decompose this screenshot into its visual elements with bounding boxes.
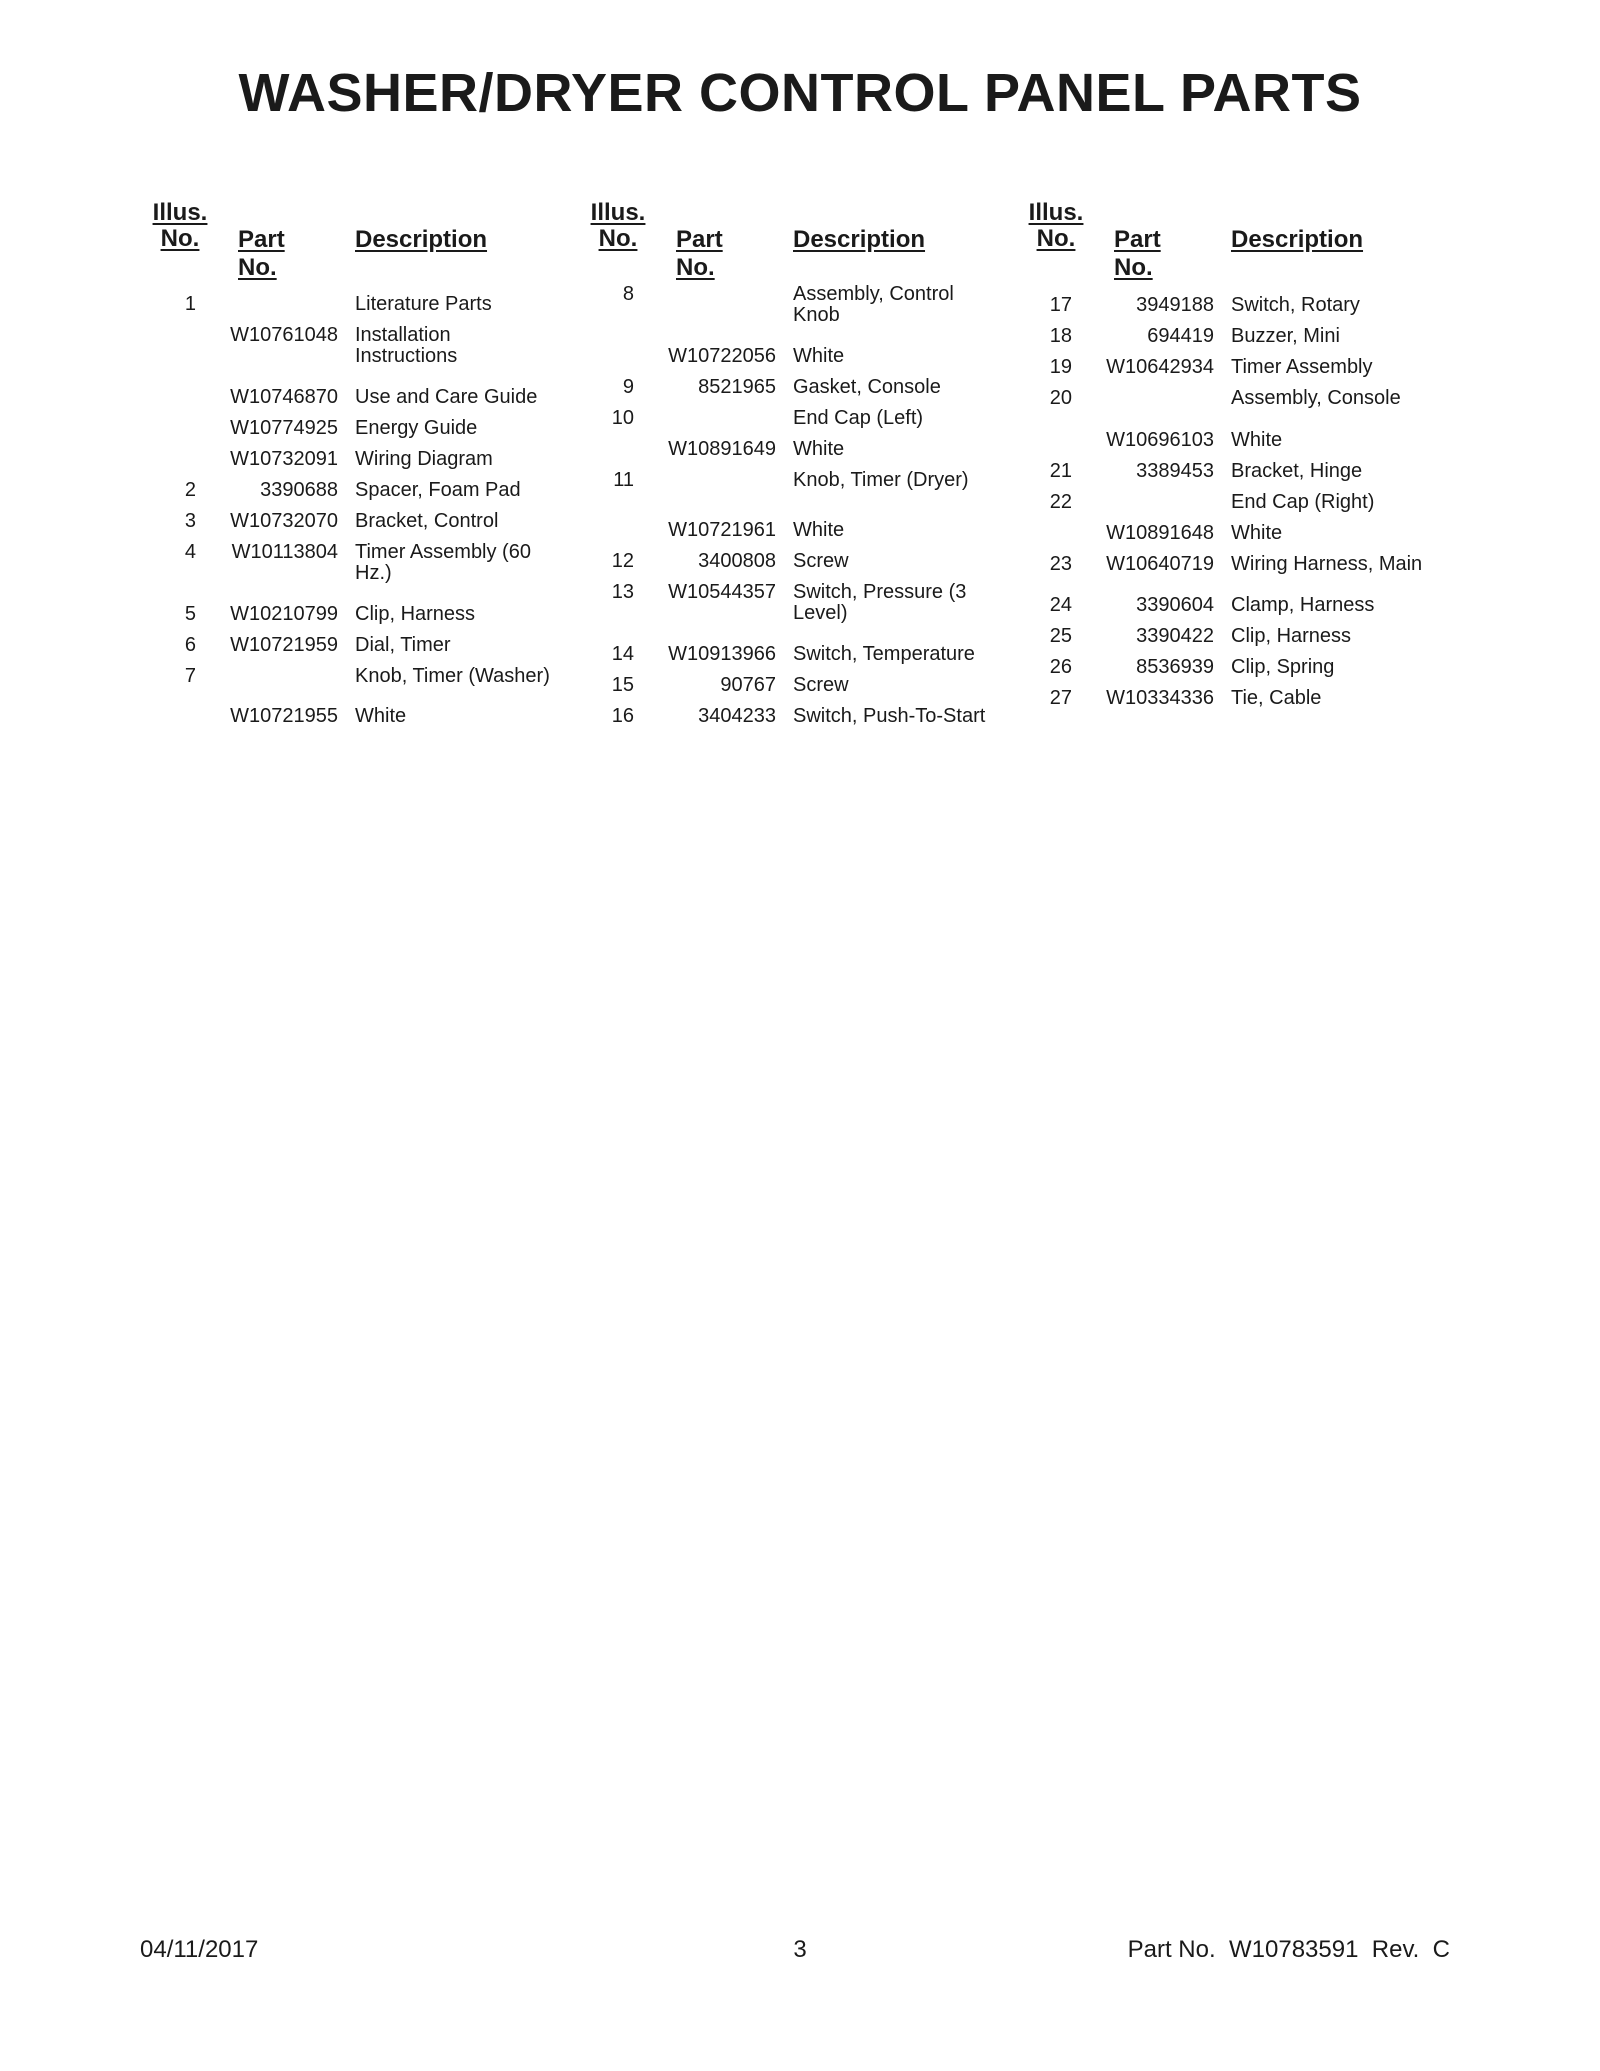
footer-part-number: Part No. W10783591 Rev. C	[1127, 1936, 1450, 1963]
part-description: Clip, Harness	[1231, 625, 1352, 647]
part-number: W10544357	[668, 581, 776, 603]
illus-number: 22	[1049, 491, 1072, 513]
part-number: W10640719	[1106, 553, 1214, 575]
part-description: Installation Instructions	[355, 324, 458, 367]
illus-header-line1: Illus.	[1028, 199, 1084, 226]
part-number: 3400808	[698, 550, 776, 572]
part-description: White	[355, 705, 407, 727]
part-number: W10210799	[230, 603, 338, 625]
part-number: W10891649	[668, 438, 776, 460]
illus-number: 10	[611, 407, 634, 429]
illus-number: 5	[184, 603, 196, 625]
part-number: W10746870	[230, 386, 338, 408]
part-description: Screw	[793, 550, 849, 572]
part-description: Switch, Push-To-Start	[793, 705, 986, 727]
part-description: Energy Guide	[355, 417, 478, 439]
illus-number: 26	[1049, 656, 1072, 678]
part-number: W10696103	[1106, 429, 1214, 451]
illus-number: 16	[611, 705, 634, 727]
illus-no-header	[150, 200, 210, 252]
illus-number: 23	[1049, 553, 1072, 575]
part-no-header: Part No.	[238, 226, 285, 281]
illus-number: 20	[1049, 387, 1072, 409]
part-description: Gasket, Console	[793, 376, 941, 398]
part-description: Timer Assembly (60 Hz.)	[355, 541, 531, 584]
part-description: Use and Care Guide	[355, 386, 538, 408]
part-description: White	[1231, 429, 1283, 451]
part-number: W10642934	[1106, 356, 1214, 378]
illus-number: 27	[1049, 687, 1072, 709]
illus-header-line2: No.	[598, 225, 638, 252]
illus-number: 8	[622, 283, 634, 305]
part-description: White	[1231, 522, 1283, 544]
part-description: White	[793, 519, 845, 541]
part-number: 3389453	[1136, 460, 1214, 482]
part-number: W10722056	[668, 345, 776, 367]
illus-number: 15	[611, 674, 634, 696]
part-number: 3404233	[698, 705, 776, 727]
illus-header-line2: No.	[1036, 225, 1076, 252]
part-description: Switch, Rotary	[1231, 294, 1360, 316]
illus-number: 25	[1049, 625, 1072, 647]
illus-number: 3	[184, 510, 196, 532]
part-description: Timer Assembly	[1231, 356, 1373, 378]
part-description: Assembly, Control Knob	[793, 283, 954, 326]
illus-number: 7	[184, 665, 196, 687]
part-description: Bracket, Control	[355, 510, 499, 532]
illus-number: 4	[184, 541, 196, 563]
part-number: 8536939	[1136, 656, 1214, 678]
part-number: W10732070	[230, 510, 338, 532]
part-number: W10721961	[668, 519, 776, 541]
part-description: Spacer, Foam Pad	[355, 479, 521, 501]
part-description: End Cap (Left)	[793, 407, 924, 429]
part-number: 8521965	[698, 376, 776, 398]
part-description: White	[793, 438, 845, 460]
footer-date: 04/11/2017	[140, 1936, 259, 1963]
illus-number: 18	[1049, 325, 1072, 347]
illus-header-line1: Illus.	[590, 199, 646, 226]
part-description: Screw	[793, 674, 849, 696]
illus-no-header	[1026, 200, 1086, 252]
illus-number: 1	[184, 293, 196, 315]
footer-page-number: 3	[793, 1936, 807, 1963]
part-description: Clip, Spring	[1231, 656, 1335, 678]
part-description: Switch, Pressure (3 Level)	[793, 581, 967, 624]
part-description: Buzzer, Mini	[1231, 325, 1340, 347]
illus-number: 14	[611, 643, 634, 665]
description-header: Description	[793, 226, 926, 253]
illus-number: 19	[1049, 356, 1072, 378]
part-number: W10774925	[230, 417, 338, 439]
part-description: Knob, Timer (Washer)	[355, 665, 550, 687]
part-description: White	[793, 345, 845, 367]
part-no-header: Part No.	[676, 226, 723, 281]
illus-number: 9	[622, 376, 634, 398]
illus-number: 13	[611, 581, 634, 603]
part-number: 3949188	[1136, 294, 1214, 316]
illus-header-line2: No.	[160, 225, 200, 252]
page-title: WASHER/DRYER CONTROL PANEL PARTS	[238, 63, 1362, 123]
part-description: Clamp, Harness	[1231, 594, 1375, 616]
part-description: End Cap (Right)	[1231, 491, 1375, 513]
illus-header-line1: Illus.	[152, 199, 208, 226]
part-no-header: Part No.	[1114, 226, 1161, 281]
part-number: 694419	[1147, 325, 1214, 347]
illus-number: 2	[184, 479, 196, 501]
illus-number: 6	[184, 634, 196, 656]
illus-number: 17	[1049, 294, 1072, 316]
part-number: W10113804	[231, 541, 338, 563]
part-number: 3390688	[260, 479, 338, 501]
part-number: W10732091	[230, 448, 338, 470]
part-description: Wiring Diagram	[355, 448, 493, 470]
part-number: W10721959	[230, 634, 338, 656]
part-description: Wiring Harness, Main	[1231, 553, 1423, 575]
part-description: Bracket, Hinge	[1231, 460, 1363, 482]
part-description: Clip, Harness	[355, 603, 476, 625]
description-header: Description	[1231, 226, 1364, 253]
part-number: 3390422	[1136, 625, 1214, 647]
description-header: Description	[355, 226, 488, 253]
illus-number: 24	[1049, 594, 1072, 616]
illus-no-header	[588, 200, 648, 252]
part-description: Knob, Timer (Dryer)	[793, 469, 969, 491]
part-description: Dial, Timer	[355, 634, 451, 656]
part-number: W10913966	[668, 643, 776, 665]
part-description: Tie, Cable	[1231, 687, 1322, 709]
part-number: W10891648	[1106, 522, 1214, 544]
part-number: W10334336	[1106, 687, 1214, 709]
illus-number: 21	[1049, 460, 1072, 482]
part-number: 90767	[720, 674, 776, 696]
part-description: Switch, Temperature	[793, 643, 975, 665]
illus-number: 12	[611, 550, 634, 572]
part-description: Literature Parts	[355, 293, 492, 315]
part-number: W10761048	[230, 324, 338, 346]
part-description: Assembly, Console	[1231, 387, 1401, 409]
part-number: W10721955	[230, 705, 338, 727]
illus-number: 11	[613, 469, 634, 491]
part-number: 3390604	[1136, 594, 1214, 616]
